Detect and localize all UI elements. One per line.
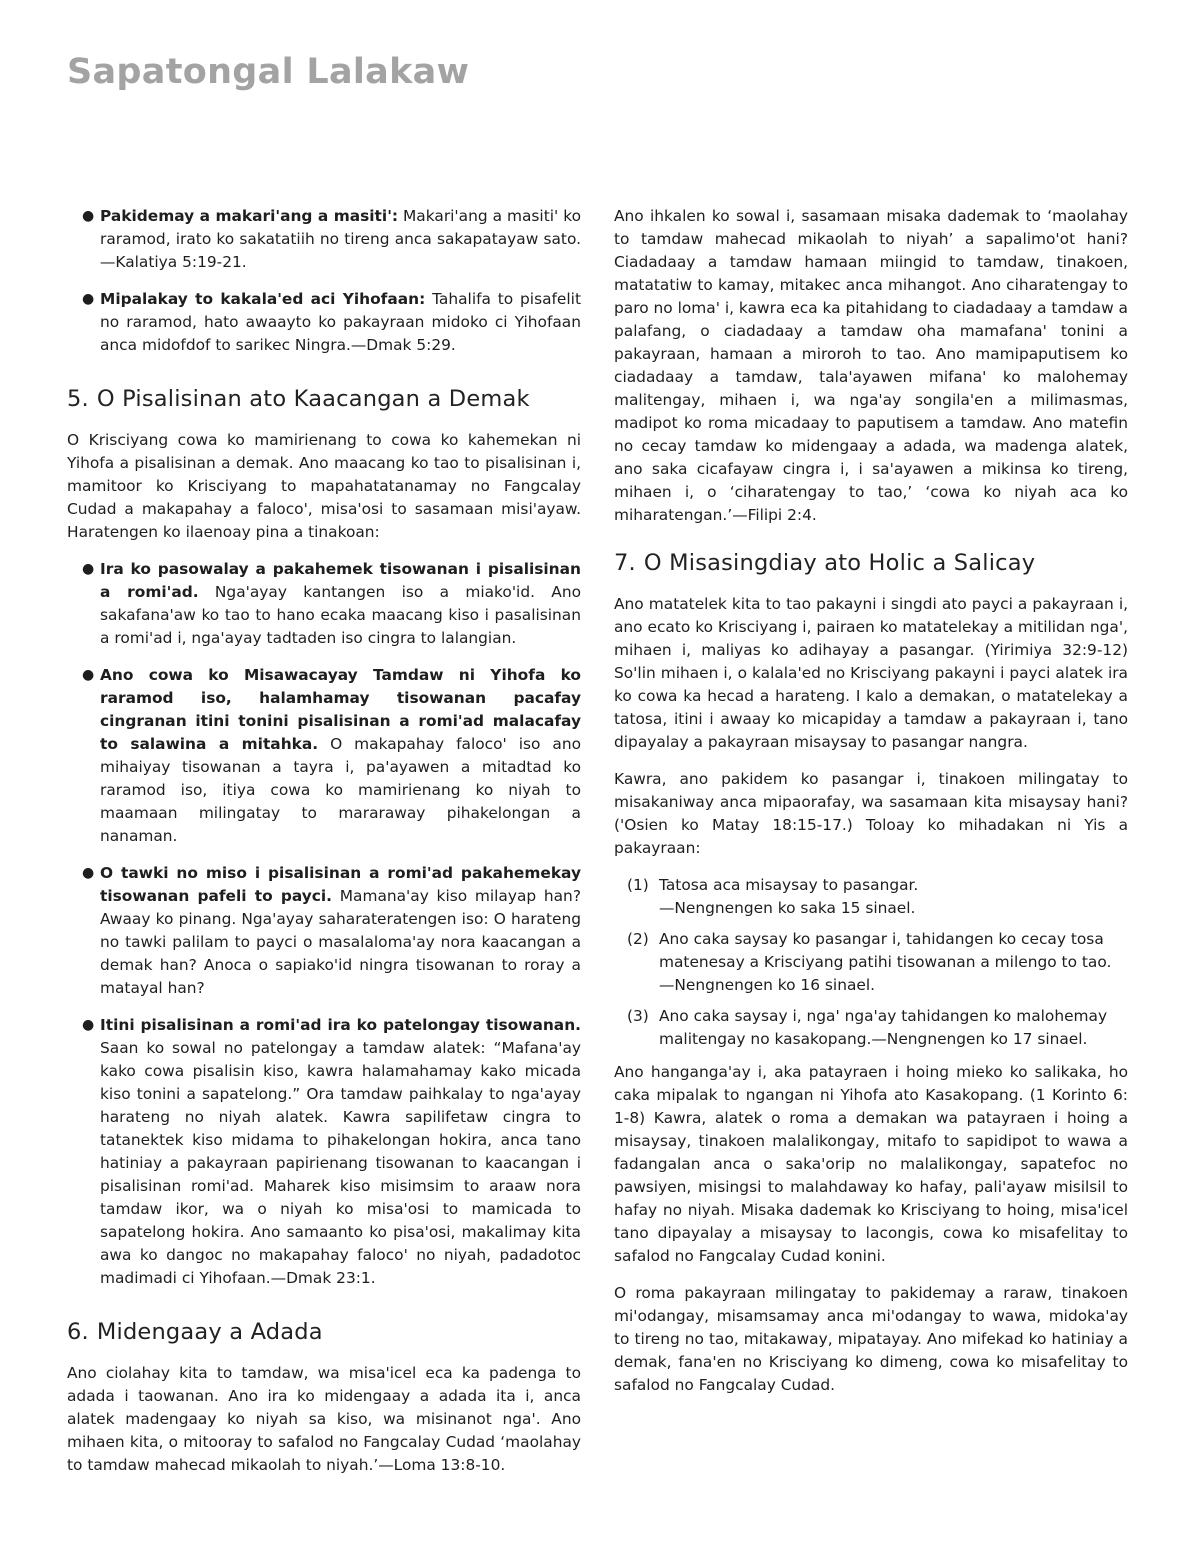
list-item <box>67 664 581 848</box>
section-number: 7. <box>614 550 636 576</box>
list-item <box>67 862 581 1000</box>
section-heading-7 <box>614 550 1128 576</box>
bullet-list-sec5 <box>67 558 581 1290</box>
section-heading-6 <box>67 1319 581 1345</box>
step-text: Tatosa aca misaysay to pasangar. <box>659 876 919 894</box>
list-item <box>67 1014 581 1290</box>
bullet-text: O makapahay faloco' iso ano mihaiyay tisowanan a tayra i, pa'ayawen a mitadtad ko raramod iso, itiya cowa ko mamirienang ko niyah to maamaan milingatay to mararaway pihakelongan a nanaman. <box>100 735 581 845</box>
paragraph: O roma pakayraan milingatay to pakidemay a raraw, tinakoen mi'odangay, misamsamay anca mi'odangay to wawa, midoka'ay to tireng no tao, mitakaway, mipatayay. Ano mifekad ko hatiniay a demak, fana'en no Krisciyang ko dimeng, cowa ko misafelitay to safalod no Fangcalay Cudad. <box>614 1284 1128 1394</box>
bullet-icon: ● <box>82 667 95 683</box>
list-item <box>67 205 581 274</box>
bullet-text: Saan ko sowal no patelongay a tamdaw alatek: “Mafana'ay kako cowa pisalisin kiso, kawra halamahamay kako micada kiso tonini a sapatelong.” Ora tamdaw paihkalay to nga'ayay harateng no niyah alatek. Kawra sapilifetaw cingra to tatanektek kiso midama to pihakelongan hokira, anca tano hatiniay a pakayraan papirienang tisowanan to kaacangan i pisalisinan romi'ad. Maharek kiso misimsim to araaw nora tamdaw ikor, wa o niyah ko misa'osi to mamicada to sapatelong hokira. Ano samaanto ko pisa'osi, makalimay kita awa ko dangoc no makapahay faloco' no niyah, padadotoc madimadi ci Yihofaan.—Dmak 23:1. <box>100 1039 581 1287</box>
paragraph: Kawra, ano pakidem ko pasangar i, tinakoen milingatay to misakaniway anca mipaorafay, wa sasamaan kita misaysay hani? ('Osien ko Matay 18:15-17.) Toloay ko mihadakan ni Yis a pakayraan: <box>614 770 1128 857</box>
paragraph: Ano hanganga'ay i, aka patayraen i hoing mieko ko salikaka, ho caka mipalak to ngangan ni Yihofa ato Kasakopang. (1 Korinto 6: 1-8) Kawra, alatek o roma a demakan wa patayraen i hoing a misaysay, tinakoen malalikongay, mitafo to sapidipot to wawa a fadangalan anca o saka'orip no malalikongay, sapatefoc no pawsiyen, misingsi to malahdaway ko hafay, pali'ayaw misilsil to hafay no niyah. Misaka dademak ko Krisciyang to hoing, misa'icel tano dipayalay a misaysay to lacongis, cowa ko misafelitay to safalod no Fangcalay Cudad konini. <box>614 1063 1128 1265</box>
bullet-text: Mamana'ay kiso milayap han? Awaay ko pinang. Nga'ayay saharateratengen iso: O harateng no tawki palilam to payci o masalaloma'ay nora kaacangan a demak han? Anoca o sapiako'id ningra tisowanan to roray a matayal han? <box>100 887 581 997</box>
step-number: (2) <box>627 930 649 948</box>
bullet-text: Nga'ayay kantangen iso a miako'id. Ano sakafana'aw ko tao to hano ecaka maacang kiso i pasalisinan a romi'ad i, nga'ayay tadtaden iso cingra to lalangian. <box>100 583 581 647</box>
step-number: (1) <box>627 876 649 894</box>
bullet-lead: Ano cowa ko Misawacayay Tamdaw ni Yihofa ko raramod iso, halamhamay tisowanan pacafay cingranan itini tonini pisalisinan a romi'ad malacafay to salawina a mitahka. <box>100 666 581 753</box>
list-item <box>67 288 581 357</box>
right-column <box>614 205 1128 1397</box>
bullet-icon: ● <box>82 1017 95 1033</box>
bullet-lead: Pakidemay a makari'ang a masiti': <box>100 207 399 225</box>
bullet-icon: ● <box>82 208 95 224</box>
bullet-lead: O tawki no miso i pisalisinan a romi'ad pakahemekay tisowanan pafeli to payci. <box>100 864 581 905</box>
section-heading-5 <box>67 386 581 412</box>
bullet-lead: Ira ko pasowalay a pakahemek tisowanan i pisalisinan a romi'ad. <box>100 560 581 601</box>
numbered-steps <box>614 874 1128 1051</box>
left-column <box>67 205 581 1477</box>
step-text: Ano caka saysay i, nga' nga'ay tahidangen ko malohemay malitengay no kasakopang.—Nengnengen ko 17 sinael. <box>659 1007 1108 1048</box>
bullet-icon: ● <box>82 291 95 307</box>
list-item <box>614 874 1128 920</box>
bullet-icon: ● <box>82 561 95 577</box>
step-text: Ano caka saysay ko pasangar i, tahidangen ko cecay tosa matenesay a Krisciyang patihi tisowanan a milengo to tao. <box>659 930 1112 971</box>
section-title: Midengaay a Adada <box>96 1319 323 1345</box>
paragraph: O Krisciyang cowa ko mamirienang to cowa ko kahemekan ni Yihofa a pisalisinan a demak. Ano maacang ko tao to pisalisinan i, mamitoor ko Krisciyang to mapahatatanamay no Fangcalay Cudad a makapahay a faloco', misa'osi to sasamaan misi'ayaw. Haratengen ko ilaenoay pina a tinakoan: <box>67 431 581 541</box>
section-number: 5. <box>67 386 89 412</box>
section-number: 6. <box>67 1319 89 1345</box>
bullet-lead: Mipalakay to kakala'ed aci Yihofaan: <box>100 290 426 308</box>
section-title: O Misasingdiay ato Holic a Salicay <box>643 550 1036 576</box>
paragraph: Ano matatelek kita to tao pakayni i singdi ato payci a pakayraan i, ano ecato ko Krisciyang i, pairaen ko matatelekay a mitilidan nga', mihaen i, maliyas ko adihayay a pasangar. (Yirimiya 32:9-12) So'lin mihaen i, o kalala'ed no Krisciyang pakayni i payci alatek ira ko cowa ka hecad a harateng. I kalo a demakan, o matatelekay a tatosa, itini i awaay ko micapiday a tamdaw a pakayraan i, tano dipayalay a pakayraan misaysay to pasangar nangra. <box>614 595 1128 751</box>
bullet-lead: Itini pisalisinan a romi'ad ira ko patelongay tisowanan. <box>100 1016 581 1034</box>
paragraph: Ano ciolahay kita to tamdaw, wa misa'icel eca ka padenga to adada i taowanan. Ano ira ko midengaay a adada ita i, anca alatek madengaay ko niyah sa kiso, wa misinanot nga'. Ano mihaen kita, o mitooray to safalod no Fangcalay Cudad ‘maolahay to tamdaw mahecad mikaolah to niyah.’—Loma 13:8-10. <box>67 1364 581 1474</box>
bullet-icon: ● <box>82 865 95 881</box>
paragraph: Ano ihkalen ko sowal i, sasamaan misaka dademak to ‘maolahay to tamdaw mahecad mikaolah to niyah’ a sapalimo'ot hani? Ciadadaay a tamdaw hamaan miingid to tamdaw, tinakoen, matatatiw to kamay, mitakec anca mihangot. Ano ciharatengay to paro no loma' i, kawra eca ka pitahidang to ciadadaay a tamdaw a palafang, o ciadadaay a tamdaw oha mamafana' tonini a pakayraan, hamaan a miroroh to tao. Ano mamipaputisem ko ciadadaay a tamdaw, tala'ayawen mifana' ko malohemay malitengay, mihaen i, wa nga'ay songila'en a milimasmas, madipot ko roma micadaay to paputisem a tamdaw. Ano matefin no cecay tamdaw ko midengaay a adada, wa madenga alatek, ano saka cicafayaw cingra i, i sa'ayawen a mikinsa ko tireng, mihaen i, o ‘ciharatengay to tao,’ ‘cowa ko niyah aca ko miharatengan.’—Filipi 2:4. <box>614 207 1128 524</box>
section-title: O Pisalisinan ato Kaacangan a Demak <box>96 386 530 412</box>
list-item <box>614 1005 1128 1051</box>
page-header-title: Sapatongal Lalakaw <box>67 52 470 92</box>
step-reference: —Nengnengen ko saka 15 sinael. <box>659 899 916 917</box>
list-item <box>614 928 1128 997</box>
bullet-text: Makari'ang a masiti' ko raramod, irato ko sakatatiih no tireng anca sakapatayaw sato.—Kalatiya 5:19-21. <box>100 207 581 271</box>
list-item <box>67 558 581 650</box>
step-number: (3) <box>627 1007 649 1025</box>
bullet-list-top <box>67 205 581 357</box>
bullet-text: Tahalifa to pisafelit no raramod, hato awaayto ko pakayraan midoko ci Yihofaan anca midofdof to sarikec Ningra.—Dmak 5:29. <box>100 290 581 354</box>
step-reference: —Nengnengen ko 16 sinael. <box>659 976 876 994</box>
